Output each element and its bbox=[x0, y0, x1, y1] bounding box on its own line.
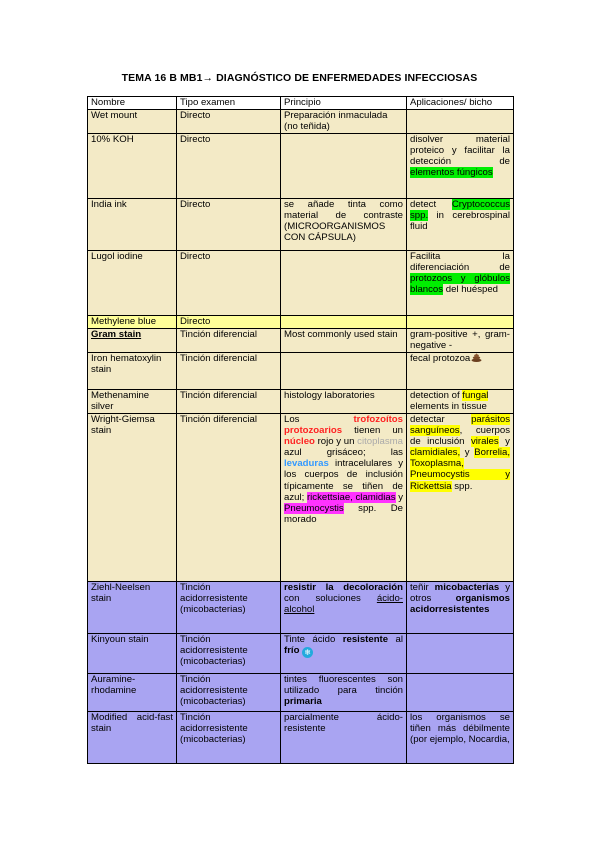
text-segment: azul grisáceo; bbox=[284, 447, 366, 459]
poop-icon bbox=[471, 353, 482, 362]
row-name: Kinyoun stain bbox=[88, 634, 177, 674]
row-type: Tinción acidorresistente (micobacterias) bbox=[177, 674, 281, 712]
highlight-text: rickettsiae, clamidias bbox=[306, 491, 396, 503]
app-text: Facilita la diferenciación de bbox=[410, 251, 510, 274]
text-segment: resistente bbox=[342, 634, 389, 645]
text-segment: y bbox=[395, 491, 403, 503]
row-principle bbox=[281, 134, 407, 199]
highlight-text: parásitos sanguíneos bbox=[410, 414, 510, 437]
text-segment: frío bbox=[284, 645, 300, 657]
text-segment: y otros bbox=[410, 582, 510, 605]
highlight-text: elementos fúngicos bbox=[410, 167, 493, 179]
gram-stain-name: Gram stain bbox=[91, 329, 142, 340]
row-principle: se añade tinta como material de contraste (MICROORGANISMOS CON CÁPSULA) bbox=[281, 199, 407, 251]
row-type: Tinción acidorresistente (micobacterias) bbox=[177, 582, 281, 634]
row-principle bbox=[281, 353, 407, 390]
header-tipo-examen: Tipo examen bbox=[177, 97, 281, 110]
row-name: Ziehl-Neelsen stain bbox=[88, 582, 177, 634]
text-segment: rojo y un bbox=[314, 436, 358, 448]
app-text: detect bbox=[410, 199, 452, 210]
text-segment: micobacterias bbox=[434, 582, 500, 593]
row-principle bbox=[281, 316, 407, 329]
app-text: disolver material proteico y facilitar la detección de bbox=[410, 134, 510, 168]
row-application bbox=[407, 582, 514, 634]
row-type: Directo bbox=[177, 110, 281, 134]
row-principle: Most commonly used stain bbox=[281, 329, 407, 353]
text-segment: intracelulares y los cuerpos de inclusión típicamente se tiñen de azul; bbox=[284, 458, 403, 503]
row-type: Tinción diferencial bbox=[177, 414, 281, 582]
row-type: Tinción diferencial bbox=[177, 329, 281, 353]
text-segment: las bbox=[365, 447, 403, 459]
row-application bbox=[407, 674, 514, 712]
table-row bbox=[88, 712, 514, 764]
header-nombre: Nombre bbox=[88, 97, 177, 110]
table-header-row bbox=[88, 97, 514, 110]
row-application bbox=[407, 134, 514, 199]
row-name: Methenamine silver bbox=[88, 390, 177, 414]
app-text: fecal protozoa bbox=[410, 353, 471, 364]
text-segment: , cuerpos de inclusión bbox=[410, 425, 510, 448]
row-type: Directo bbox=[177, 316, 281, 329]
row-application bbox=[407, 251, 514, 316]
table-row bbox=[88, 199, 514, 251]
row-type: Tinción acidorresistente (micobacterias) bbox=[177, 712, 281, 764]
text-segment: y bbox=[498, 436, 510, 448]
row-application bbox=[407, 353, 514, 390]
row-type: Directo bbox=[177, 199, 281, 251]
highlight-text: Borrelia, Toxoplasma, Pneumocystis y Rickettsia bbox=[410, 447, 510, 492]
row-name: Modified acid-fast stain bbox=[88, 712, 177, 764]
row-application bbox=[407, 414, 514, 582]
row-type: Tinción diferencial bbox=[177, 390, 281, 414]
highlight-text: virales bbox=[470, 436, 499, 448]
row-name: India ink bbox=[88, 199, 177, 251]
row-principle: parcialmente ácido-resistente bbox=[281, 712, 407, 764]
row-principle: Preparación inmaculada (no teñida) bbox=[281, 110, 407, 134]
row-name: 10% KOH bbox=[88, 134, 177, 199]
text-segment: tienen un bbox=[342, 425, 403, 437]
highlight-text: clamidiales, bbox=[410, 447, 461, 459]
row-type: Tinción diferencial bbox=[177, 353, 281, 390]
row-principle bbox=[281, 634, 407, 674]
highlight-text: Cryptococcus spp. bbox=[410, 199, 510, 222]
row-name: Iron hematoxylin stain bbox=[88, 353, 177, 390]
text-segment: núcleo bbox=[284, 436, 315, 448]
document-title: TEMA 16 B MB1→ DIAGNÓSTICO DE ENFERMEDADES INFECCIOSAS bbox=[121, 72, 478, 84]
table-row bbox=[88, 353, 514, 390]
text-segment: spp. De morado bbox=[284, 502, 403, 525]
text-segment: con soluciones bbox=[284, 593, 377, 605]
text-segment: tintes fluorescentes son utilizado para tinción bbox=[284, 674, 403, 697]
highlight-text: Pneumocystis bbox=[284, 502, 344, 514]
row-name bbox=[88, 329, 177, 353]
row-type: Directo bbox=[177, 134, 281, 199]
text-segment: citoplasma bbox=[357, 436, 403, 448]
text-segment: detectar bbox=[410, 414, 472, 425]
diagnostic-table bbox=[87, 96, 514, 764]
row-application bbox=[407, 316, 514, 329]
app-text: in cerebrospinal fluid bbox=[410, 210, 510, 233]
text-segment: resistir la decoloración bbox=[284, 582, 403, 593]
text-segment: teñir bbox=[410, 582, 435, 593]
row-principle bbox=[281, 582, 407, 634]
table-row bbox=[88, 251, 514, 316]
row-name: Wet mount bbox=[88, 110, 177, 134]
table-row bbox=[88, 316, 514, 329]
row-principle bbox=[281, 414, 407, 582]
text-segment: primaria bbox=[284, 696, 322, 708]
row-application bbox=[407, 110, 514, 134]
text-segment: trofozoítos protozoarios bbox=[284, 414, 403, 437]
row-name: Lugol iodine bbox=[88, 251, 177, 316]
row-application bbox=[407, 634, 514, 674]
text-segment: levaduras bbox=[284, 458, 329, 470]
header-principio: Principio bbox=[281, 97, 407, 110]
text-segment: organismos acidorresistentes bbox=[410, 593, 510, 616]
snowflake-icon: ❄ bbox=[302, 647, 313, 658]
row-application: los organismos se tiñen más débilmente (por ejemplo, Nocardia, bbox=[407, 712, 514, 764]
table-row bbox=[88, 634, 514, 674]
table-row bbox=[88, 674, 514, 712]
row-application bbox=[407, 390, 514, 414]
table-row bbox=[88, 390, 514, 414]
table-row bbox=[88, 134, 514, 199]
row-name: Wright-Giemsa stain bbox=[88, 414, 177, 582]
row-name: Auramine-rhodamine bbox=[88, 674, 177, 712]
row-type: Tinción acidorresistente (micobacterias) bbox=[177, 634, 281, 674]
text-segment: Los bbox=[284, 414, 354, 425]
app-text: elements in tissue bbox=[410, 401, 487, 413]
app-text: detection of bbox=[410, 390, 463, 401]
text-segment: y bbox=[460, 447, 475, 459]
header-aplicaciones: Aplicaciones/ bicho bbox=[407, 97, 514, 110]
table-row bbox=[88, 414, 514, 582]
row-principle bbox=[281, 674, 407, 712]
text-segment: al bbox=[388, 634, 403, 645]
table-row bbox=[88, 110, 514, 134]
highlight-text: fungal bbox=[462, 390, 489, 401]
row-application: gram-positive +, gram-negative - bbox=[407, 329, 514, 353]
row-principle: histology laboratories bbox=[281, 390, 407, 414]
row-principle bbox=[281, 251, 407, 316]
row-type: Directo bbox=[177, 251, 281, 316]
highlight-text: protozoos y glóbulos blancos bbox=[410, 273, 510, 296]
text-segment: spp. bbox=[451, 480, 473, 492]
text-segment: ácido-alcohol bbox=[284, 593, 403, 616]
app-text: del huésped bbox=[443, 284, 499, 296]
row-application bbox=[407, 199, 514, 251]
text-segment: Tinte ácido bbox=[284, 634, 343, 645]
table-row bbox=[88, 582, 514, 634]
table-row bbox=[88, 329, 514, 353]
row-name: Methylene blue bbox=[88, 316, 177, 329]
